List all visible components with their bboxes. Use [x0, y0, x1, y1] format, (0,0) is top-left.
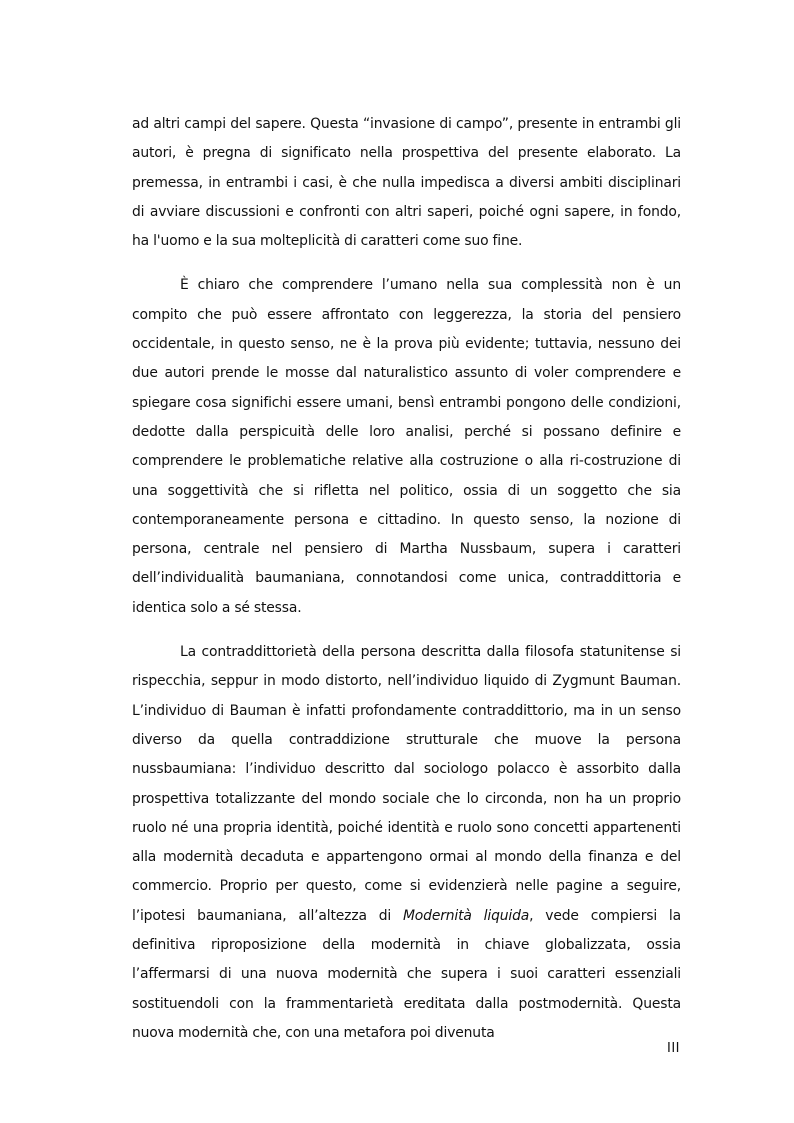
paragraph-3-italic-title: Modernità liquida	[402, 907, 530, 924]
page-number: III	[666, 1041, 680, 1056]
document-body	[132, 110, 681, 1048]
paragraph-3-text-b: , vede compiersi la definitiva riproposizione della modernità in chiave globalizzata, ossia l’affermarsi di una nuova modernità che supera i suoi caratteri essenziali sostituendoli con la frammentarietà ereditata dalla postmodernità. Questa nuova modernità che, con una metafora poi divenuta	[132, 907, 681, 1041]
paragraph-3	[132, 638, 681, 1048]
paragraph-2-text: È chiaro che comprendere l’umano nella sua complessità non è un compito che può essere affrontato con leggerezza, la storia del pensiero occidentale, in questo senso, ne è la prova più evidente; tuttavia, nessuno dei due autori prende le mosse dal naturalistico assunto di voler comprendere e spiegare cosa significhi essere umani, bensì entrambi pongono delle condizioni, dedotte dalla perspicuità delle loro analisi, perché si possano definire e comprendere le problematiche relative alla costruzione o alla ri-costruzione di una soggettività che si rifletta nel politico, ossia di un soggetto che sia contemporaneamente persona e cittadino. In questo senso, la nozione di persona, centrale nel pensiero di Martha Nussbaum, supera i caratteri dell’individualità baumaniana, connotandosi come unica, contraddittoria e identica solo a sé stessa.	[132, 277, 681, 616]
paragraph-1	[132, 110, 681, 256]
paragraph-1-text: ad altri campi del sapere. Questa “invasione di campo”, presente in entrambi gli autori, è pregna di significato nella prospettiva del presente elaborato. La premessa, in entrambi i casi, è che nulla impedisca a diversi ambiti disciplinari di avviare discussioni e confronti con altri saperi, poiché ogni sapere, in fondo, ha l'uomo e la sua molteplicità di caratteri come suo fine.	[132, 116, 681, 250]
paragraph-2	[132, 271, 681, 623]
paragraph-3-text-a: La contraddittorietà della persona descritta dalla filosofa statunitense si rispecchia, seppur in modo distorto, nell’individuo liquido di Zygmunt Bauman. L’individuo di Bauman è infatti profondamente contraddittorio, ma in un senso diverso da quella contraddizione strutturale che muove la persona nussbaumiana: l’individuo descritto dal sociologo polacco è assorbito dalla prospettiva totalizzante del mondo sociale che lo circonda, non ha un proprio ruolo né una propria identità, poiché identità e ruolo sono concetti appartenenti alla modernità decaduta e appartengono ormai al mondo della finanza e del commercio. Proprio per questo, come si evidenzierà nelle pagine a seguire, l’ipotesi baumaniana, all’altezza di	[132, 644, 681, 924]
